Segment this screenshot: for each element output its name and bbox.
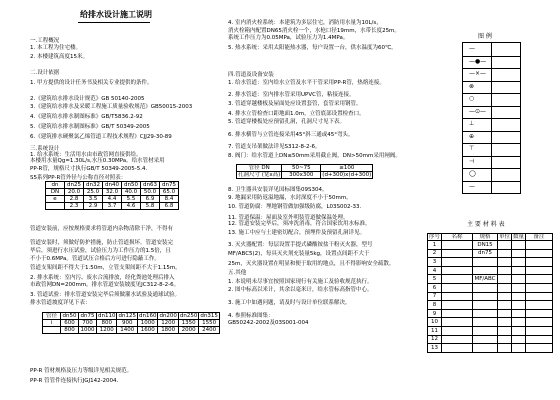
table-row bbox=[237, 172, 373, 179]
table-row bbox=[428, 292, 553, 301]
table-cell: (d+300)x(d+300) bbox=[322, 172, 372, 178]
table-cell bbox=[442, 283, 473, 292]
table-cell: dn25 bbox=[65, 182, 84, 189]
table-row bbox=[428, 301, 553, 310]
table-cell bbox=[526, 301, 553, 310]
legend-symbol-icon: — bbox=[469, 45, 475, 52]
legend-table bbox=[462, 42, 521, 194]
table-cell: 5.8 bbox=[141, 203, 160, 210]
table-cell bbox=[526, 241, 553, 250]
table-cell: ≥100 bbox=[321, 165, 373, 172]
col1-line: 1. 本工程为住宅楼。 bbox=[30, 45, 81, 51]
title-underline bbox=[78, 22, 150, 23]
table-cell: dn40 bbox=[103, 182, 122, 189]
col2-line: 1. 给水管道：室内给水立管及水平干管采用PP-R管，热熔连接。 bbox=[228, 80, 385, 86]
table-cell: dn125 bbox=[118, 313, 136, 319]
table-cell bbox=[498, 241, 512, 250]
legend-symbol-icon: —⊙— bbox=[469, 107, 487, 115]
table-row bbox=[428, 344, 553, 353]
table-cell: 20.0 bbox=[65, 189, 84, 196]
table-row bbox=[428, 249, 553, 258]
table-cell bbox=[498, 283, 512, 292]
col2-line: 25m，灭火器设置在明显和便于取用的地点，且不得影响安全疏散。 bbox=[228, 261, 395, 267]
col1-line: PP-R 管管件连接执行JGJ142-2004. bbox=[30, 378, 119, 384]
table-cell: 5 bbox=[428, 275, 442, 284]
legend-symbol-icon: —×— bbox=[469, 70, 487, 77]
col1-line: 4.《建筑给水排水制图标准》GB/T5836.2-92 bbox=[30, 114, 143, 120]
table-row bbox=[428, 275, 553, 284]
table-cell: 4.4 bbox=[103, 196, 122, 203]
table-cell: 9 bbox=[428, 309, 442, 318]
table-cell bbox=[512, 241, 526, 250]
col1-line: PP-R管，规格尺寸执行GB/T 50349-2005-5.4. bbox=[30, 166, 148, 172]
col2-line: 系统工作压力为0.05MPa，试验压力为1.4MPa。 bbox=[228, 35, 349, 41]
legend-symbol-icon: ○ bbox=[469, 95, 475, 102]
col2-line: 8. 卫生器具安装详见国标图集09S304。 bbox=[228, 187, 328, 193]
table-cell bbox=[442, 241, 473, 250]
table-cell: 600 bbox=[61, 320, 79, 327]
table-cell: dn110 bbox=[98, 313, 116, 319]
col1-line: 不小于0.6MPa。管道试压合格后方可进行隐蔽工作。 bbox=[30, 256, 160, 262]
legend-column-divider bbox=[491, 43, 492, 193]
table-cell bbox=[473, 283, 498, 292]
legend-symbol-icon: ⊤ bbox=[469, 145, 475, 152]
table-cell: MF/ABC bbox=[474, 276, 496, 283]
table-header-cell: 规格 bbox=[473, 234, 498, 241]
col1-line: 三.系统设计 bbox=[30, 146, 60, 152]
table-cell: e bbox=[46, 196, 65, 203]
table-cell bbox=[512, 258, 526, 267]
table-cell: 2.3 bbox=[65, 203, 84, 210]
table-cell bbox=[442, 344, 473, 353]
table-cell: 1200 bbox=[97, 327, 117, 334]
table-cell bbox=[526, 309, 553, 318]
table-cell bbox=[526, 258, 553, 267]
table-cell bbox=[473, 266, 498, 275]
table-cell: 25.0 bbox=[84, 189, 103, 196]
col1-line: 6.《建筑排水硬聚氯乙烯管道工程技术规程》CJJ29-30-89 bbox=[30, 134, 172, 140]
table-cell bbox=[442, 258, 473, 267]
table-cell bbox=[442, 326, 473, 335]
col2-line: 12. 管道安装完毕后，须冲洗消毒，符合国家饮用水标准。 bbox=[228, 221, 371, 227]
table-cell: dn50 bbox=[122, 182, 141, 189]
table-cell: 2.9 bbox=[84, 203, 103, 210]
drain-slope-table bbox=[42, 312, 220, 334]
table-cell bbox=[526, 326, 553, 335]
table-row bbox=[428, 326, 553, 335]
table-row bbox=[46, 196, 179, 203]
table-cell bbox=[512, 301, 526, 310]
col2-line: 6. 排水横管与立管连接采用45°斜三通或45°弯头。 bbox=[228, 132, 354, 138]
table-cell bbox=[512, 266, 526, 275]
table-row bbox=[237, 165, 373, 172]
col1-line: 二.设计依据 bbox=[30, 70, 60, 76]
table-cell: 300x300 bbox=[282, 172, 321, 179]
table-cell bbox=[512, 335, 526, 344]
table-cell bbox=[512, 326, 526, 335]
table-cell: DN15 bbox=[473, 241, 498, 250]
col1-line: S5系列PP-R管外径与公称直径对照表： bbox=[30, 175, 127, 181]
table-cell: dn160 bbox=[138, 313, 157, 319]
table-cell: i bbox=[43, 320, 61, 327]
col2-line: 10. 管道防腐：埋地钢管做加强级防腐，L03S002-33. bbox=[228, 204, 362, 210]
table-row bbox=[46, 203, 179, 210]
col1-line: 一.工程概况 bbox=[30, 38, 60, 44]
table-cell: 32.0 bbox=[103, 189, 122, 196]
table-cell bbox=[498, 275, 512, 284]
table-cell bbox=[526, 335, 553, 344]
table-cell: 管径 DN bbox=[237, 165, 282, 172]
table-cell: dn75 bbox=[79, 313, 97, 320]
legend-symbol-icon: ⊕ bbox=[469, 132, 475, 140]
table-cell bbox=[512, 318, 526, 327]
table-cell: dn bbox=[46, 182, 65, 189]
col2-line: 五.其他 bbox=[228, 270, 247, 276]
table-cell bbox=[498, 258, 512, 267]
col1-line: 5.《建筑给水排水制图标准》GB/T 50349-2005 bbox=[30, 124, 150, 130]
legend-symbol-icon: ⊥ bbox=[469, 120, 475, 127]
table-row bbox=[428, 318, 553, 327]
col1-line: PP-R 管材规格及压力等级详见相关规范。 bbox=[30, 368, 133, 374]
table-cell: 800 bbox=[97, 320, 117, 327]
table-header-cell: 备注 bbox=[526, 234, 553, 241]
table-cell bbox=[512, 275, 526, 284]
col2-line: 11. 管道保温：屋面及室外明装管道做保温处理。 bbox=[228, 215, 349, 221]
col2-line: 8. 阀门：给水管道上DN≤50mm采用截止阀，DN>50mm采用闸阀。 bbox=[228, 153, 401, 159]
col2-line: 4. 参照标准图集： bbox=[228, 313, 274, 319]
table-cell: 13 bbox=[428, 344, 442, 353]
table-cell bbox=[473, 292, 498, 301]
table-cell bbox=[526, 275, 553, 284]
table-header-cell: 单位 bbox=[499, 234, 511, 240]
col2-line: 9. 地漏采用防返溢地漏，水封深度不小于50mm。 bbox=[228, 195, 352, 201]
pipe-size-table bbox=[45, 181, 179, 210]
table-cell bbox=[498, 318, 512, 327]
legend-symbol-icon: —●— bbox=[469, 57, 487, 65]
col2-line: 1. 本说明未尽事宜按照国家现行有关施工及验收规范执行。 bbox=[228, 279, 373, 285]
table-cell: 900 bbox=[117, 320, 137, 327]
table-cell bbox=[473, 258, 498, 267]
table-cell: 孔洞尺寸 (宽x高) bbox=[238, 172, 281, 178]
table-cell: 10 bbox=[428, 318, 442, 327]
col1-line: 毕后，须进行水压试验，试验压力为工作压力的1.5倍，且 bbox=[30, 248, 171, 254]
col2-line: 4. 排水立管检查口距地面1.0m，立管底部设置检查口。 bbox=[228, 111, 365, 117]
col1-line: 2. 本楼建筑高度15米。 bbox=[30, 54, 88, 60]
col1-line: 本楼用水量Qg=1.30L/s,水压0.30MPa。给水管材采用 bbox=[30, 158, 165, 164]
table-row bbox=[43, 327, 220, 334]
col2-line: 3. 管道穿越楼板及屋面处应设置套管，套管采用钢管。 bbox=[228, 101, 362, 107]
table-row bbox=[43, 313, 220, 320]
table-cell bbox=[512, 283, 526, 292]
table-cell: 800 bbox=[61, 327, 79, 334]
table-cell bbox=[512, 292, 526, 301]
table-cell bbox=[473, 344, 498, 353]
col2-line: 5. 管道穿楼板处应预留孔洞，孔洞尺寸见下表。 bbox=[228, 119, 345, 125]
table-cell bbox=[473, 318, 498, 327]
table-cell: 65.0 bbox=[160, 189, 179, 196]
table-cell bbox=[526, 292, 553, 301]
col2-line: 3. 施工中如遇问题，请及时与设计单位联系解决。 bbox=[228, 300, 351, 306]
table-cell: 700 bbox=[79, 320, 97, 327]
table-cell: 8.4 bbox=[160, 196, 179, 203]
table-cell: 8 bbox=[428, 301, 442, 310]
table-cell bbox=[512, 309, 526, 318]
table-cell bbox=[442, 292, 473, 301]
col1-line: 3.《建筑给水排水及采暖工程施工质量验收规范》GB50015-2003 bbox=[30, 104, 193, 110]
col2-line: 7. 管道支吊架做法详见S312-8-2-6。 bbox=[228, 144, 321, 150]
table-cell: 12 bbox=[428, 335, 442, 344]
table-row bbox=[428, 266, 553, 275]
col1-line: 2.《建筑给水排水设计规范》GB 50140-2005 bbox=[30, 96, 145, 102]
col1-line: 排水管道坡度详见下表： bbox=[30, 300, 91, 306]
table-cell bbox=[498, 344, 512, 353]
table-cell bbox=[526, 344, 553, 353]
table-cell bbox=[46, 203, 65, 210]
table-cell: dn75 bbox=[473, 249, 498, 258]
table-cell bbox=[498, 335, 512, 344]
table-cell bbox=[526, 318, 553, 327]
table-cell bbox=[442, 318, 473, 327]
table-cell: 1800 bbox=[158, 327, 178, 334]
table-cell bbox=[498, 292, 512, 301]
table-cell bbox=[498, 266, 512, 275]
table-cell: 4.6 bbox=[122, 203, 141, 210]
table-cell: 2000 bbox=[178, 327, 198, 334]
table-cell: dn63 bbox=[141, 182, 160, 189]
col1-line: 3. 管道试验：排水管道安装完毕后须做灌水试验及通球试验。 bbox=[30, 292, 180, 298]
table-cell: 1400 bbox=[117, 327, 137, 334]
table-cell: 1000 bbox=[80, 327, 95, 333]
table-row bbox=[428, 241, 553, 250]
table-cell: 6.9 bbox=[141, 196, 160, 203]
legend-symbol-icon: — bbox=[469, 182, 475, 190]
col1-line: 管道安装前，应按规格要求将管道内杂物清除干净，不得有 bbox=[30, 226, 174, 232]
table-cell bbox=[43, 327, 61, 334]
table-cell: 1550 bbox=[199, 320, 219, 327]
col1-line: 2. 排水系统：室内污、废水合流排放，经化粪池处理后排入 bbox=[30, 275, 175, 281]
table-cell bbox=[498, 309, 512, 318]
table-cell: 7 bbox=[428, 292, 442, 301]
col2-line: 2. 图中标高以米计，其余以毫米计，给水管标高指管中心。 bbox=[228, 287, 373, 293]
table-cell bbox=[498, 326, 512, 335]
sleeve-size-table bbox=[236, 164, 373, 179]
table-cell bbox=[442, 335, 473, 344]
table-cell: 1 bbox=[428, 241, 442, 250]
legend-symbol-icon: ◯ bbox=[469, 170, 476, 177]
table-cell: 3 bbox=[428, 258, 442, 267]
table-cell bbox=[526, 283, 553, 292]
legend-symbol-icon: ⊗ bbox=[469, 82, 475, 90]
table-cell: 11 bbox=[428, 326, 442, 335]
col2-line: MF/ABC5(2)，每具灭火剂充装量5kg，设置点间距不大于 bbox=[228, 251, 370, 257]
table-cell bbox=[442, 301, 473, 310]
table-cell: 3.7 bbox=[103, 203, 122, 210]
table-cell bbox=[442, 275, 473, 284]
col2-line: 13. 施工中应与土建密切配合，预埋件及预留孔洞详见。 bbox=[228, 230, 365, 236]
table-cell: 1350 bbox=[178, 320, 198, 327]
table-cell: DN bbox=[46, 189, 65, 196]
table-cell: 50.0 bbox=[141, 189, 160, 196]
table-cell bbox=[498, 301, 512, 310]
table-row bbox=[428, 335, 553, 344]
table-cell bbox=[442, 309, 473, 318]
col2-line: 四.管道及设备安装 bbox=[228, 72, 274, 78]
table-cell: dn32 bbox=[84, 182, 103, 189]
materials-grid bbox=[427, 233, 553, 353]
table-cell: 5.5 bbox=[122, 196, 141, 203]
table-header-row bbox=[428, 234, 553, 241]
table-header-cell: 数量 bbox=[513, 234, 525, 240]
table-row bbox=[428, 258, 553, 267]
table-cell bbox=[473, 301, 498, 310]
table-cell: 6.8 bbox=[160, 203, 179, 210]
table-cell: dn200 bbox=[159, 313, 177, 319]
table-cell: dn315 bbox=[200, 313, 218, 319]
col2-line: 5. 热水系统：采用太阳能热水器，每户设置一台，供水温度为60℃。 bbox=[228, 45, 397, 51]
page-title: 给排水设计施工说明 bbox=[80, 10, 152, 19]
table-header-cell: 名称 bbox=[442, 234, 473, 241]
col2-line: 2. 排水管道：室内排水管采用UPVC管，粘接连接。 bbox=[228, 92, 355, 98]
legend-symbol-icon: ⊣ bbox=[469, 157, 475, 165]
col2-line: 消火栓箱内配置DN65消火栓一个，水枪口径19mm，水带长度25m。 bbox=[228, 28, 400, 34]
table-row bbox=[428, 309, 553, 318]
table-cell: 2 bbox=[428, 249, 442, 258]
table-row bbox=[43, 320, 220, 327]
table-cell: 4 bbox=[428, 266, 442, 275]
col2-line: 4. 室内消火栓系统：本建筑为多层住宅，消防用水量为10L/s， bbox=[228, 20, 382, 26]
table-cell: dn250 bbox=[179, 313, 198, 319]
table-cell: 2400 bbox=[199, 327, 219, 334]
table-cell bbox=[498, 249, 512, 258]
table-cell bbox=[442, 249, 473, 258]
table-cell: 管径 bbox=[43, 313, 61, 320]
table-cell bbox=[442, 266, 473, 275]
col1-line: 1. 甲方提供的设计任务书及相关专业提供的条件。 bbox=[30, 80, 153, 86]
table-cell: dn50 bbox=[61, 313, 79, 320]
table-cell: 50~75 bbox=[282, 165, 321, 172]
col2-line: GB50242-2002及03S001-004 bbox=[228, 320, 309, 326]
table-row bbox=[428, 283, 553, 292]
table-cell: 1600 bbox=[137, 327, 157, 334]
table-cell: 1200 bbox=[158, 320, 178, 327]
table-row bbox=[46, 182, 179, 189]
legend-title: 图 例 bbox=[478, 33, 492, 40]
table-cell bbox=[473, 309, 498, 318]
col2-line: 3. 灭火器配置：每层设置手提式磷酸铵盐干粉灭火器，型号 bbox=[228, 242, 373, 248]
table-cell bbox=[526, 249, 553, 258]
table-cell bbox=[473, 335, 498, 344]
table-cell: 2.8 bbox=[65, 196, 84, 203]
table-cell bbox=[512, 344, 526, 353]
table-cell: 1000 bbox=[137, 320, 157, 327]
table-cell bbox=[512, 249, 526, 258]
table-cell: 3.5 bbox=[84, 196, 103, 203]
table-header-cell: 序号 bbox=[429, 234, 441, 240]
table-cell: 6 bbox=[428, 283, 442, 292]
table-cell bbox=[526, 266, 553, 275]
table-cell bbox=[473, 326, 498, 335]
table-row bbox=[46, 189, 179, 196]
col1-line: 管道安装时，须做好防护措施，防止管道损坏。管道安装完 bbox=[30, 240, 174, 246]
col1-line: 管道支架间距不得大于1.50m，立管支架间距不大于1.15m。 bbox=[30, 265, 181, 271]
materials-title: 主 要 材 料 表 bbox=[467, 221, 505, 228]
table-cell: 40.0 bbox=[122, 189, 141, 196]
col1-line: 1. 给水系统：生活用水由市政管网直接供给。 bbox=[30, 152, 142, 158]
table-cell: dn75 bbox=[160, 182, 179, 189]
col1-line: 市政管网DN=200mm。排水管道安装坡度见JC312-8-2-6。 bbox=[30, 282, 180, 288]
